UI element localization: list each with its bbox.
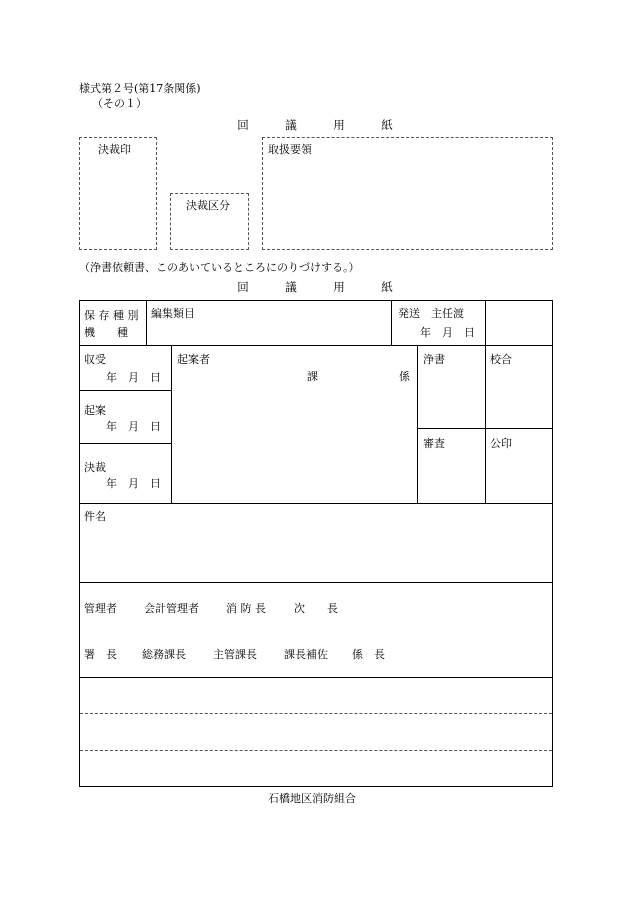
hozon-shubetsu-label: 保 存 種 別 — [84, 309, 139, 322]
kessai-in-box — [79, 137, 157, 250]
role-kanrisha: 管理者 — [84, 602, 117, 615]
title-char: 紙 — [381, 280, 393, 294]
toriatsukai-label: 取扱要領 — [268, 143, 312, 156]
form-title-top — [0, 117, 630, 133]
henshu-ruimoku-label: 編集類目 — [151, 307, 195, 320]
paste-note: （浄書依頼書、このあいているところにのりづけする。） — [79, 261, 360, 274]
kogo-label: 校合 — [490, 353, 512, 366]
kishu-label: 機 種 — [84, 326, 128, 339]
title-char: 用 — [333, 280, 345, 294]
hasso-date: 年 月 日 — [420, 326, 475, 339]
hasso-shuninto-label: 発送 主任渡 — [398, 307, 464, 320]
title-char: 回 — [237, 118, 249, 132]
title-char: 回 — [237, 280, 249, 294]
kessai-kubun-label: 決裁区分 — [186, 199, 230, 212]
shinsa-label: 審査 — [423, 437, 445, 450]
kiansha-label: 起案者 — [177, 353, 210, 366]
josho-label: 浄書 — [423, 353, 445, 366]
role-shukan-kacho: 主管課長 — [213, 648, 257, 661]
form-title-main — [0, 279, 630, 295]
kessai-in-label: 決裁印 — [98, 143, 131, 156]
role-shocho: 署 長 — [84, 648, 117, 661]
organization-name: 石橋地区消防組合 — [268, 792, 356, 805]
kessai-label: 決裁 — [84, 461, 106, 474]
kian-date: 年 月 日 — [106, 420, 161, 433]
role-jicho: 次 長 — [294, 602, 338, 615]
role-shobocho: 消 防 長 — [226, 602, 266, 615]
kakari-label: 係 — [399, 370, 410, 383]
role-kaikei-kanrisha: 会計管理者 — [144, 602, 199, 615]
koin-label: 公印 — [490, 437, 512, 450]
title-char: 紙 — [381, 118, 393, 132]
ka-label: 課 — [307, 370, 318, 383]
kessai-date: 年 月 日 — [106, 477, 161, 490]
title-char: 用 — [333, 118, 345, 132]
role-somu-kacho: 総務課長 — [142, 648, 186, 661]
role-kakaricho: 係 長 — [352, 648, 385, 661]
toriatsukai-box — [262, 137, 553, 250]
role-kacho-hosa: 課長補佐 — [284, 648, 328, 661]
title-char: 議 — [285, 118, 297, 132]
title-char: 議 — [285, 280, 297, 294]
kian-label: 起案 — [84, 404, 106, 417]
juju-label: 収受 — [84, 353, 106, 366]
juju-date: 年 月 日 — [106, 371, 161, 384]
kessai-kubun-box — [170, 193, 249, 250]
kenmei-label: 件名 — [84, 510, 106, 523]
form-number: 様式第２号(第17条関係) — [79, 82, 201, 95]
form-sub-number: （その１） — [92, 97, 147, 110]
